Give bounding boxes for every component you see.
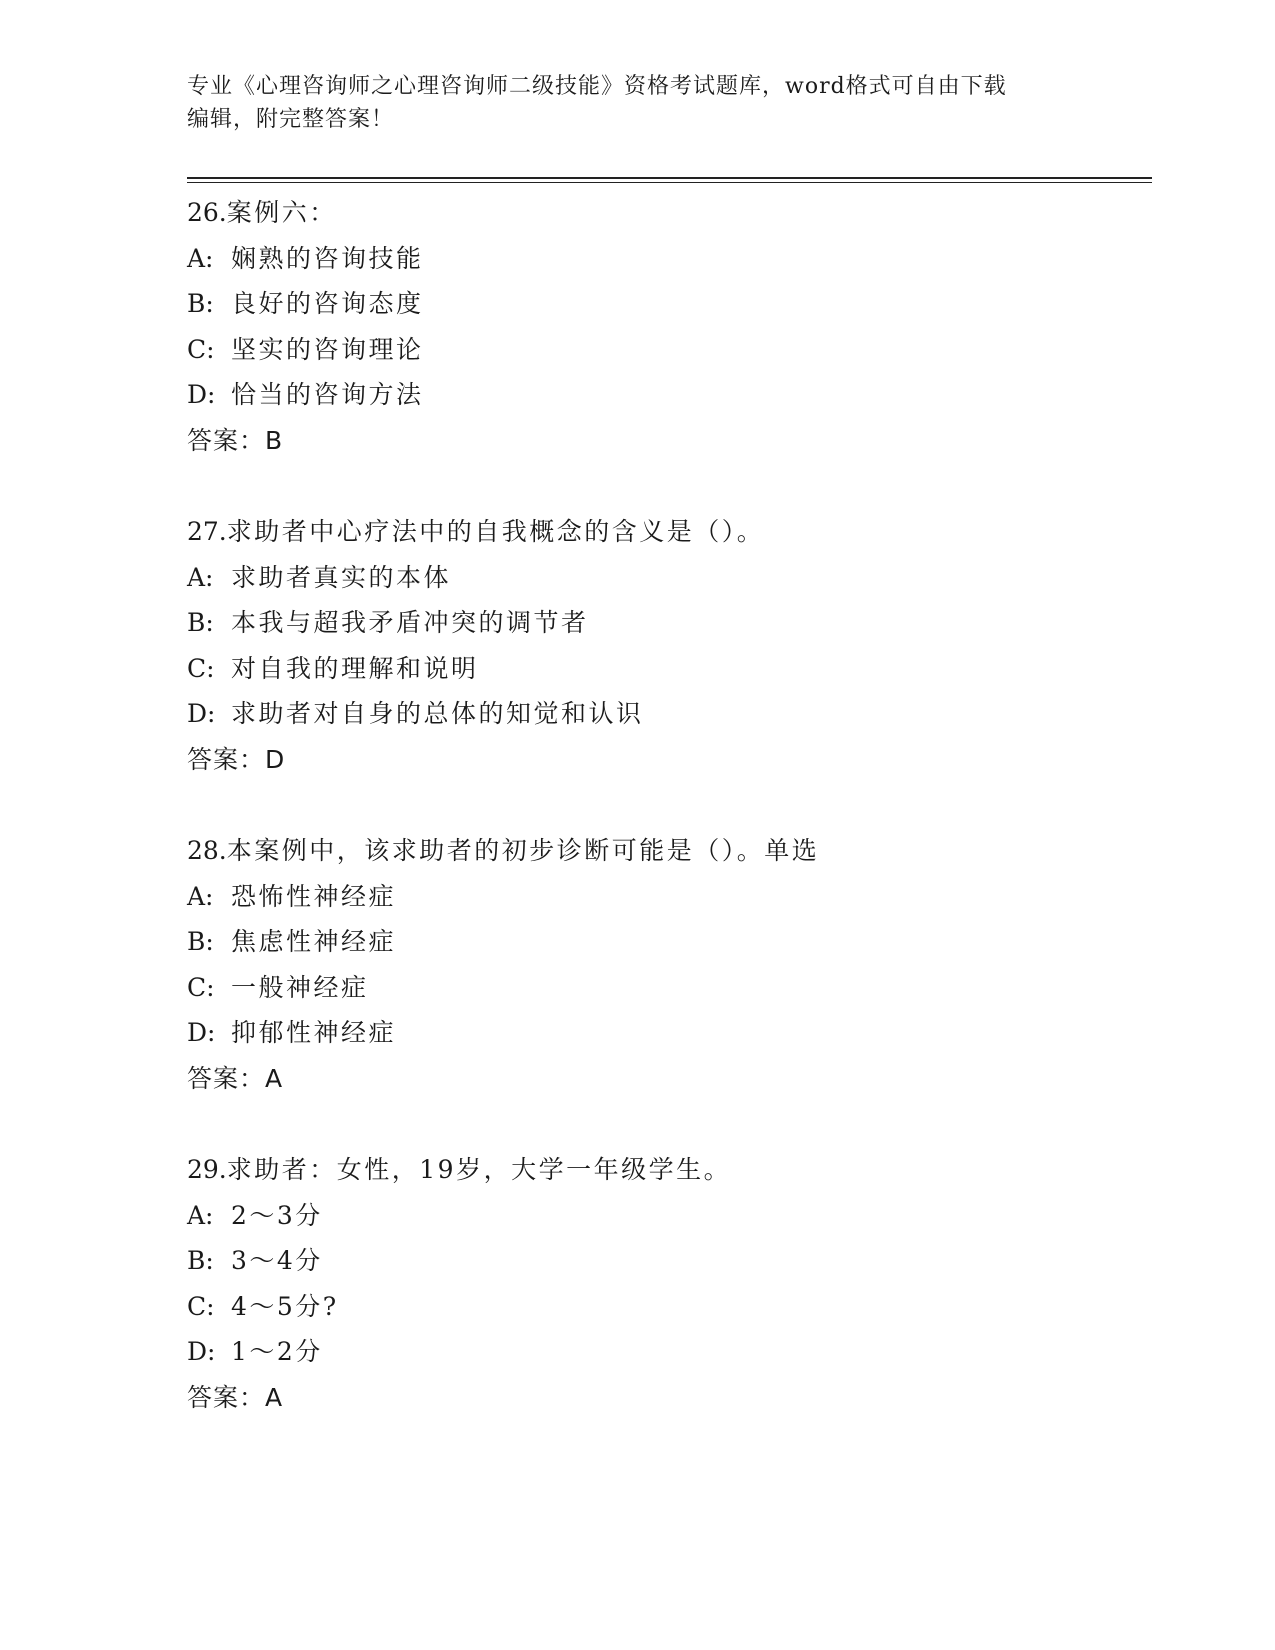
option-text: 抑郁性神经症 — [231, 1018, 397, 1047]
option-a — [187, 874, 1147, 920]
question-28 — [187, 828, 1147, 1101]
question-text: 案例六： — [226, 198, 337, 227]
header-divider-thin — [187, 182, 1152, 183]
option-text: 娴熟的咨询技能 — [231, 243, 424, 273]
option-c — [187, 1284, 1147, 1330]
option-text: 一般神经症 — [231, 972, 369, 1002]
option-a — [187, 236, 1147, 282]
option-b — [187, 919, 1147, 965]
header-divider-thick — [187, 177, 1152, 179]
question-number: 27. — [187, 517, 227, 546]
option-key: B: — [187, 289, 214, 318]
document-header — [187, 70, 1087, 136]
answer-line: 答案：A — [187, 1063, 284, 1093]
option-c — [187, 965, 1147, 1011]
option-text: 4～5分? — [231, 1291, 339, 1321]
question-number: 29. — [187, 1155, 227, 1184]
question-text: 求助者：女性，19岁，大学一年级学生。 — [226, 1155, 732, 1184]
option-key: A: — [187, 243, 214, 273]
question-stem — [187, 509, 1147, 555]
option-b — [187, 281, 1147, 327]
option-text: 坚实的咨询理论 — [231, 334, 424, 364]
option-key: B: — [187, 1246, 214, 1275]
header-line-1: 专业《心理咨询师之心理咨询师二级技能》资格考试题库，word格式可自由下载 — [187, 74, 1007, 99]
option-text: 求助者对自身的总体的知觉和认识 — [231, 699, 644, 728]
option-key: D: — [187, 1018, 216, 1047]
option-text: 1～2分 — [231, 1337, 323, 1366]
option-a — [187, 555, 1147, 601]
question-29 — [187, 1147, 1147, 1420]
question-text: 求助者中心疗法中的自我概念的含义是（）。 — [226, 517, 765, 546]
option-key: A: — [187, 1200, 214, 1230]
option-b — [187, 600, 1147, 646]
option-text: 3～4分 — [231, 1246, 323, 1275]
option-key: A: — [187, 881, 214, 911]
option-key: C: — [187, 1291, 215, 1321]
option-c — [187, 646, 1147, 692]
answer-line: 答案：B — [187, 425, 284, 455]
question-number: 28. — [187, 836, 227, 865]
question-26 — [187, 190, 1147, 463]
option-key: B: — [187, 927, 214, 956]
option-d — [187, 1010, 1147, 1056]
option-text: 求助者真实的本体 — [231, 562, 452, 592]
option-key: C: — [187, 334, 215, 364]
option-d — [187, 691, 1147, 737]
option-key: C: — [187, 653, 215, 683]
option-c — [187, 327, 1147, 373]
option-text: 良好的咨询态度 — [231, 289, 424, 318]
option-text: 焦虑性神经症 — [231, 927, 397, 956]
option-d — [187, 372, 1147, 418]
option-key: B: — [187, 608, 214, 637]
option-text: 恐怖性神经症 — [231, 881, 397, 911]
question-number: 26. — [187, 198, 227, 227]
answer-line: 答案：A — [187, 1382, 284, 1412]
question-stem — [187, 1147, 1147, 1193]
option-text: 恰当的咨询方法 — [231, 380, 424, 409]
question-stem — [187, 828, 1147, 874]
option-b — [187, 1238, 1147, 1284]
option-key: C: — [187, 972, 215, 1002]
option-text: 2～3分 — [231, 1200, 323, 1230]
question-text: 本案例中，该求助者的初步诊断可能是（）。单选 — [226, 836, 820, 865]
answer-line: 答案：D — [187, 744, 286, 774]
option-key: D: — [187, 380, 216, 409]
option-text: 本我与超我矛盾冲突的调节者 — [231, 608, 589, 637]
option-d — [187, 1329, 1147, 1375]
option-key: D: — [187, 1337, 216, 1366]
option-a — [187, 1193, 1147, 1239]
question-27 — [187, 509, 1147, 782]
question-stem — [187, 190, 1147, 236]
option-key: D: — [187, 699, 216, 728]
question-list — [187, 190, 1147, 1466]
option-text: 对自我的理解和说明 — [231, 653, 479, 683]
option-key: A: — [187, 562, 214, 592]
header-line-2: 编辑，附完整答案！ — [187, 107, 395, 132]
